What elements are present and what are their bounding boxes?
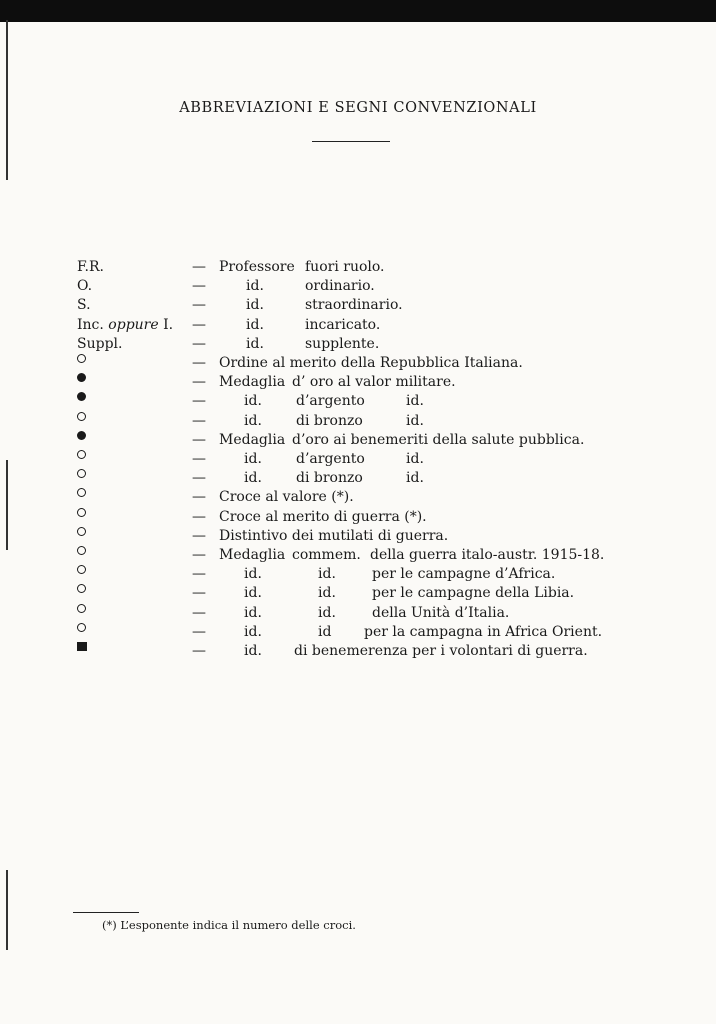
scan-left-edge bbox=[0, 870, 8, 950]
abbreviation: S. bbox=[77, 297, 91, 314]
list-item bbox=[0, 604, 716, 623]
volunteer-merit-icon bbox=[77, 642, 87, 651]
description-part: id. bbox=[244, 470, 262, 487]
description-part: di bronzo bbox=[296, 412, 363, 429]
valor-cross-icon bbox=[77, 488, 86, 497]
description-part: per la campagna in Africa Orient. bbox=[364, 623, 603, 640]
dash: — bbox=[192, 508, 206, 525]
description-part: id. bbox=[244, 643, 262, 659]
description-part: d’argento bbox=[296, 451, 365, 467]
list-item bbox=[0, 335, 716, 354]
dash: — bbox=[192, 393, 206, 410]
description-part: Ordine al merito della Repubblica Italiana. bbox=[219, 355, 523, 371]
africa-medal-icon bbox=[77, 565, 86, 574]
list-item bbox=[0, 373, 716, 392]
description-part: Medaglia bbox=[219, 431, 286, 448]
page-title: ABBREVIAZIONI E SEGNI CONVENZIONALI bbox=[179, 100, 537, 116]
description-part: Professore bbox=[219, 259, 295, 275]
description-part: id. bbox=[318, 604, 336, 621]
dash: — bbox=[192, 489, 206, 506]
description-part: della Unità d’Italia. bbox=[372, 604, 510, 621]
scan-top-border bbox=[0, 0, 716, 22]
dash: — bbox=[192, 547, 206, 563]
abbreviation: F.R. bbox=[77, 259, 104, 275]
list-item bbox=[0, 412, 716, 431]
list-item bbox=[0, 565, 716, 584]
list-item bbox=[0, 623, 716, 642]
description-part: ordinario. bbox=[305, 278, 375, 295]
dash: — bbox=[192, 431, 206, 448]
dash: — bbox=[192, 259, 206, 275]
list-item bbox=[0, 584, 716, 603]
description-part: id. bbox=[318, 585, 336, 602]
description-part: id. bbox=[244, 412, 262, 429]
dash: — bbox=[192, 470, 206, 487]
abbreviation: Suppl. bbox=[77, 335, 123, 352]
description-part: di benemerenza per i volontari di guerra. bbox=[294, 643, 588, 659]
war-merit-cross-icon bbox=[77, 508, 86, 517]
description-part: id. bbox=[244, 566, 262, 583]
list-item bbox=[0, 354, 716, 373]
dash: — bbox=[192, 451, 206, 467]
list-item bbox=[0, 488, 716, 507]
description-part: id. bbox=[244, 604, 262, 621]
dash: — bbox=[192, 585, 206, 602]
description-part: id. bbox=[406, 470, 424, 487]
list-item bbox=[0, 258, 716, 277]
gold-medal-icon bbox=[77, 373, 86, 382]
description-part: commem. bbox=[292, 547, 361, 563]
bronze-medal-icon bbox=[77, 412, 86, 421]
description-part: supplente. bbox=[305, 335, 380, 352]
east-africa-medal-icon bbox=[77, 623, 86, 632]
list-item bbox=[0, 527, 716, 546]
description-part: fuori ruolo. bbox=[305, 259, 385, 275]
description-part: id. bbox=[244, 585, 262, 602]
order-republic-icon bbox=[77, 354, 86, 363]
description-part: Croce al merito di guerra (*). bbox=[219, 508, 427, 525]
description-part: straordinario. bbox=[305, 297, 403, 314]
health-gold-medal-icon bbox=[77, 431, 86, 440]
description-part: incaricato. bbox=[305, 316, 381, 333]
description-part: della guerra italo-austr. 1915-18. bbox=[370, 547, 605, 563]
description-part: id. bbox=[406, 393, 424, 410]
war-mutilated-badge-icon bbox=[77, 527, 86, 536]
dash: — bbox=[192, 412, 206, 429]
description-part: Medaglia bbox=[219, 547, 286, 563]
description-part: per le campagne d’Africa. bbox=[372, 566, 556, 583]
dash: — bbox=[192, 355, 206, 371]
description-part: id. bbox=[318, 566, 336, 583]
footnote-divider bbox=[73, 912, 139, 913]
description-part: Medaglia bbox=[219, 374, 286, 391]
description-part: id bbox=[318, 623, 332, 640]
abbreviation: O. bbox=[77, 278, 93, 295]
list-item bbox=[0, 277, 716, 296]
dash: — bbox=[192, 278, 206, 295]
list-item bbox=[0, 316, 716, 335]
footnote: (*) L’esponente indica il numero delle croci. bbox=[102, 918, 356, 932]
commemorative-medal-icon bbox=[77, 546, 86, 555]
description-part: id. bbox=[246, 278, 264, 295]
description-part: id. bbox=[406, 412, 424, 429]
description-part: per le campagne della Libia. bbox=[372, 585, 575, 602]
description-part: id. bbox=[244, 393, 262, 410]
list-item bbox=[0, 469, 716, 488]
list-item bbox=[0, 431, 716, 450]
description-part: id. bbox=[246, 316, 264, 333]
dash: — bbox=[192, 566, 206, 583]
list-item bbox=[0, 450, 716, 469]
dash: — bbox=[192, 374, 206, 391]
description-part: Distintivo dei mutilati di guerra. bbox=[219, 527, 449, 544]
description-part: d’ oro al valor militare. bbox=[292, 374, 456, 391]
health-silver-medal-icon bbox=[77, 450, 86, 459]
description-part: d’argento bbox=[296, 393, 365, 410]
dash: — bbox=[192, 316, 206, 333]
dash: — bbox=[192, 297, 206, 314]
description-part: id. bbox=[244, 623, 262, 640]
dash: — bbox=[192, 335, 206, 352]
dash: — bbox=[192, 643, 206, 659]
title-divider bbox=[312, 141, 390, 142]
dash: — bbox=[192, 604, 206, 621]
description-part: id. bbox=[246, 335, 264, 352]
description-part: d’oro ai benemeriti della salute pubblica. bbox=[292, 431, 585, 448]
list-item bbox=[0, 296, 716, 315]
description-part: id. bbox=[246, 297, 264, 314]
list-item bbox=[0, 392, 716, 411]
list-item bbox=[0, 642, 716, 661]
description-part: Croce al valore (*). bbox=[219, 489, 354, 506]
unity-medal-icon bbox=[77, 604, 86, 613]
description-part: id. bbox=[406, 451, 424, 467]
description-part: di bronzo bbox=[296, 470, 363, 487]
libya-medal-icon bbox=[77, 584, 86, 593]
silver-medal-icon bbox=[77, 392, 86, 401]
health-bronze-medal-icon bbox=[77, 469, 86, 478]
abbreviation: Inc. oppure I. bbox=[77, 316, 174, 333]
list-item bbox=[0, 546, 716, 565]
dash: — bbox=[192, 623, 206, 640]
description-part: id. bbox=[244, 451, 262, 467]
list-item bbox=[0, 508, 716, 527]
dash: — bbox=[192, 527, 206, 544]
